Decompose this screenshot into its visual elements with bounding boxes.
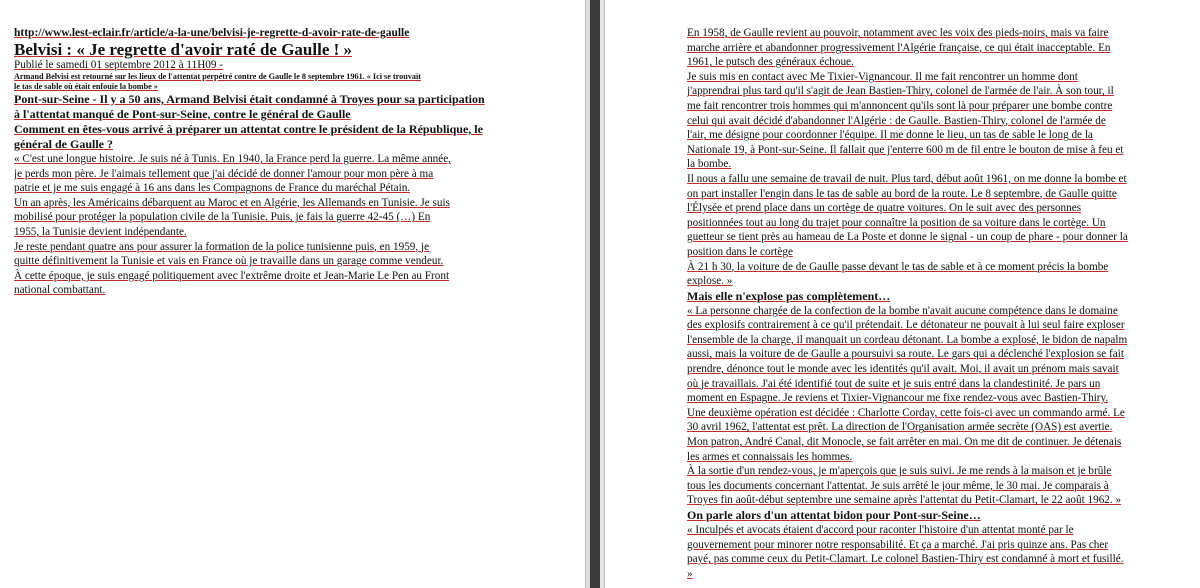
text-line: Un an après, les Américains débarquent au Maroc et en Algérie, les Allemands en Tunisie. Je suis xyxy=(14,196,450,209)
answer-paragraph xyxy=(14,152,514,196)
question-line: Comment en êtes-vous arrivé à préparer un attentat contre le président de la République, le xyxy=(14,122,483,136)
text-line: patrie et je me suis engagé à 16 ans dans les Compagnons de France du maréchal Pétain. xyxy=(14,182,411,195)
caption-line: le tas de sable où était enfouie la bombe » xyxy=(14,82,158,91)
text-line: prendre, dénonce tout le monde avec les identités qu'il avait. Moi, il avait un prénom mais savait xyxy=(687,363,1119,376)
text-line: quitte définitivement la Tunisie et vais en France où je travaille dans un garage comme vendeur. xyxy=(14,255,444,268)
page-gutter xyxy=(586,0,604,588)
answer-paragraph xyxy=(687,464,1191,508)
text-line: » xyxy=(687,567,693,580)
text-line: tous les documents concernant l'attentat. Je suis arrêté le jour même, le 30 mai. Je comparais à xyxy=(687,479,1109,492)
text-line: 30 avril 1962, l'attentat est prêt. La direction de l'Organisation armée secrète (OAS) est avertie. xyxy=(687,421,1113,434)
text-line: Mon patron, André Canal, dit Monocle, se fait arrêter en mai. On me dit de continuer. Je détenais xyxy=(687,436,1122,449)
right-page xyxy=(604,0,1200,588)
text-line: payé, pas comme ceux du Petit-Clamart. Le colonel Bastien-Thiry est condamné à mort et fusillé. xyxy=(687,553,1124,566)
text-line: l'ensemble de la charge, il manquait un cordeau détonant. La bombe a explosé, le bidon de napalm xyxy=(687,333,1128,346)
interview-question: On parle alors d'un attentat bidon pour Pont-sur-Seine… xyxy=(687,508,981,522)
caption-line: Armand Belvisi est retourné sur les lieux de l'attentat perpétré contre de Gaulle le 8 septembre 1961. « Ici se trouvait xyxy=(14,72,421,81)
text-line: les armes et connaissais les hommes. xyxy=(687,450,853,463)
article-lead xyxy=(14,92,514,122)
right-page-content xyxy=(687,26,1191,581)
left-page xyxy=(0,0,586,588)
answer-paragraph xyxy=(687,70,1191,172)
text-line: Je reste pendant quatre ans pour assurer la formation de la police tunisienne puis, en 1959, je xyxy=(14,240,430,253)
text-line: Je suis mis en contact avec Me Tixier-Vignancour. Il me fait rencontrer un homme dont xyxy=(687,70,1078,83)
text-line: guetteur se tient près au hameau de La Poste et donne le signal - un coup de phare - pour donner la xyxy=(687,231,1128,244)
answer-paragraph xyxy=(14,196,514,240)
text-line: À 21 h 30, la voiture de de Gaulle passe devant le tas de sable et à ce moment précis la bombe xyxy=(687,260,1109,273)
article-title: Belvisi : « Je regrette d'avoir raté de Gaulle ! » xyxy=(14,40,353,59)
text-line: positionnées tout au long du trajet pour connaître la position de sa voiture dans le cortège. Un xyxy=(687,216,1106,229)
text-line: « Inculpés et avocats étaient d'accord pour raconter l'histoire d'un attentat monté par le xyxy=(687,524,1074,536)
text-line: moment en Espagne. Je reviens et Tixier-Vignancour me fixe rendez-vous avec Bastien-Thiry. xyxy=(687,392,1109,405)
left-page-content xyxy=(14,26,514,298)
answer-paragraph xyxy=(687,26,1191,70)
text-line: « C'est une longue histoire. Je suis né à Tunis. En 1940, la France perd la guerre. La même année, xyxy=(14,153,451,165)
text-line: national combattant. xyxy=(14,284,106,297)
answer-paragraph xyxy=(14,240,514,269)
answer-paragraph xyxy=(687,172,1191,260)
answer-paragraph xyxy=(687,304,1191,406)
text-line: la bombe. xyxy=(687,158,732,171)
text-line: l'air, me désigne pour coordonner l'équipe. Il me donne le lieu, un tas de sable le long de la xyxy=(687,129,1093,142)
lead-line: Pont-sur-Seine - Il y a 50 ans, Armand Belvisi était condamné à Troyes pour sa participation xyxy=(14,92,485,106)
text-line: où je travaillais. J'ai été identifié tout de suite et je suis entré dans la clandestinité. Je pars un xyxy=(687,377,1101,390)
text-line: aussi, mais la voiture de de Gaulle a poursuivi sa route. Le gars qui a déclenché l'explosion se fait xyxy=(687,348,1124,361)
interview-question xyxy=(14,122,514,152)
text-line: À la sortie d'un rendez-vous, je m'aperçois que je suis suivi. Je me rends à la maison et je brûle xyxy=(687,465,1112,478)
text-line: celui qui avait décidé d'abandonner l'Algérie : de Gaulle. Bastien-Thiry, colonel de l'armée de xyxy=(687,114,1106,127)
text-line: 1961, le putsch des généraux échoue. xyxy=(687,56,854,69)
text-line: position dans le cortège xyxy=(687,245,793,258)
text-line: Une deuxième opération est décidée : Charlotte Corday, cette fois-ci avec un commando armé. Le xyxy=(687,406,1125,419)
text-line: j'apprendrai plus tard qu'il s'agit de Jean Bastien-Thiry, colonel de l'armée de l'air. À son tour, il xyxy=(687,85,1114,98)
text-line: En 1958, de Gaulle revient au pouvoir, notamment avec les voix des pieds-noirs, mais va faire xyxy=(687,27,1109,39)
text-line: l'Élysée et prend place dans un cortège de quatre voitures. On le suit avec des personnes xyxy=(687,202,1082,215)
interview-question: Mais elle n'explose pas complètement… xyxy=(687,288,891,303)
publish-date: Publié le samedi 01 septembre 2012 à 11H09 - xyxy=(14,59,223,71)
text-line: je perds mon père. Je l'aimais tellement que j'ai décidé de donner l'amour pour mon père à ma xyxy=(14,167,434,180)
text-line: gouvernement pour minorer notre responsabilité. Et ça a marché. J'ai pris quinze ans. Pas cher xyxy=(687,538,1109,551)
text-line: « La personne chargée de la confection de la bombe n'avait aucune compétence dans le domaine xyxy=(687,304,1118,317)
text-line: mobilisé pour protéger la population civile de la Tunisie. Puis, je fais la guerre 42-45 (…) En xyxy=(14,211,431,224)
text-line: À cette époque, je suis engagé politiquement avec l'extrême droite et Jean-Marie Le Pen au Front xyxy=(14,269,450,282)
text-line: marche arrière et abandonner progressivement l'Algérie française, ce qui était inacceptable. En xyxy=(687,41,1111,54)
answer-paragraph xyxy=(14,269,514,298)
answer-paragraph xyxy=(687,260,1191,289)
answer-paragraph xyxy=(687,406,1191,464)
text-line: me fait rencontrer trois hommes qui m'annoncent qu'ils sont là pour préparer une bombe contre xyxy=(687,99,1113,112)
text-line: 1955, la Tunisie devient indépendante. xyxy=(14,225,187,238)
text-line: on part installer l'engin dans le tas de sable au bord de la route. Le 8 septembre, de Gaulle quitte xyxy=(687,187,1117,200)
text-line: Troyes fin août-début septembre une semaine après l'attentat du Petit-Clamart, le 22 août 1962. » xyxy=(687,494,1122,507)
lead-line: à l'attentat manqué de Pont-sur-Seine, contre le général de Gaulle xyxy=(14,107,351,121)
question-line: général de Gaulle ? xyxy=(14,137,113,151)
text-line: des explosifs contrairement à ce qu'il prétendait. Le détonateur ne pouvait à lui seul faire exploser xyxy=(687,319,1125,332)
article-url[interactable]: http://www.lest-eclair.fr/article/a-la-une/belvisi-je-regrette-d-avoir-rate-de-gaulle xyxy=(14,27,410,39)
text-line: Nationale 19, à Pont-sur-Seine. Il fallait que j'enterre 600 m de fil entre le bouton de mise à feu et xyxy=(687,143,1124,156)
photo-caption xyxy=(14,72,514,92)
answer-paragraph xyxy=(687,523,1191,581)
text-line: explose. » xyxy=(687,275,733,288)
text-line: Il nous a fallu une semaine de travail de nuit. Plus tard, début août 1961, on me donne la bombe et xyxy=(687,172,1127,185)
